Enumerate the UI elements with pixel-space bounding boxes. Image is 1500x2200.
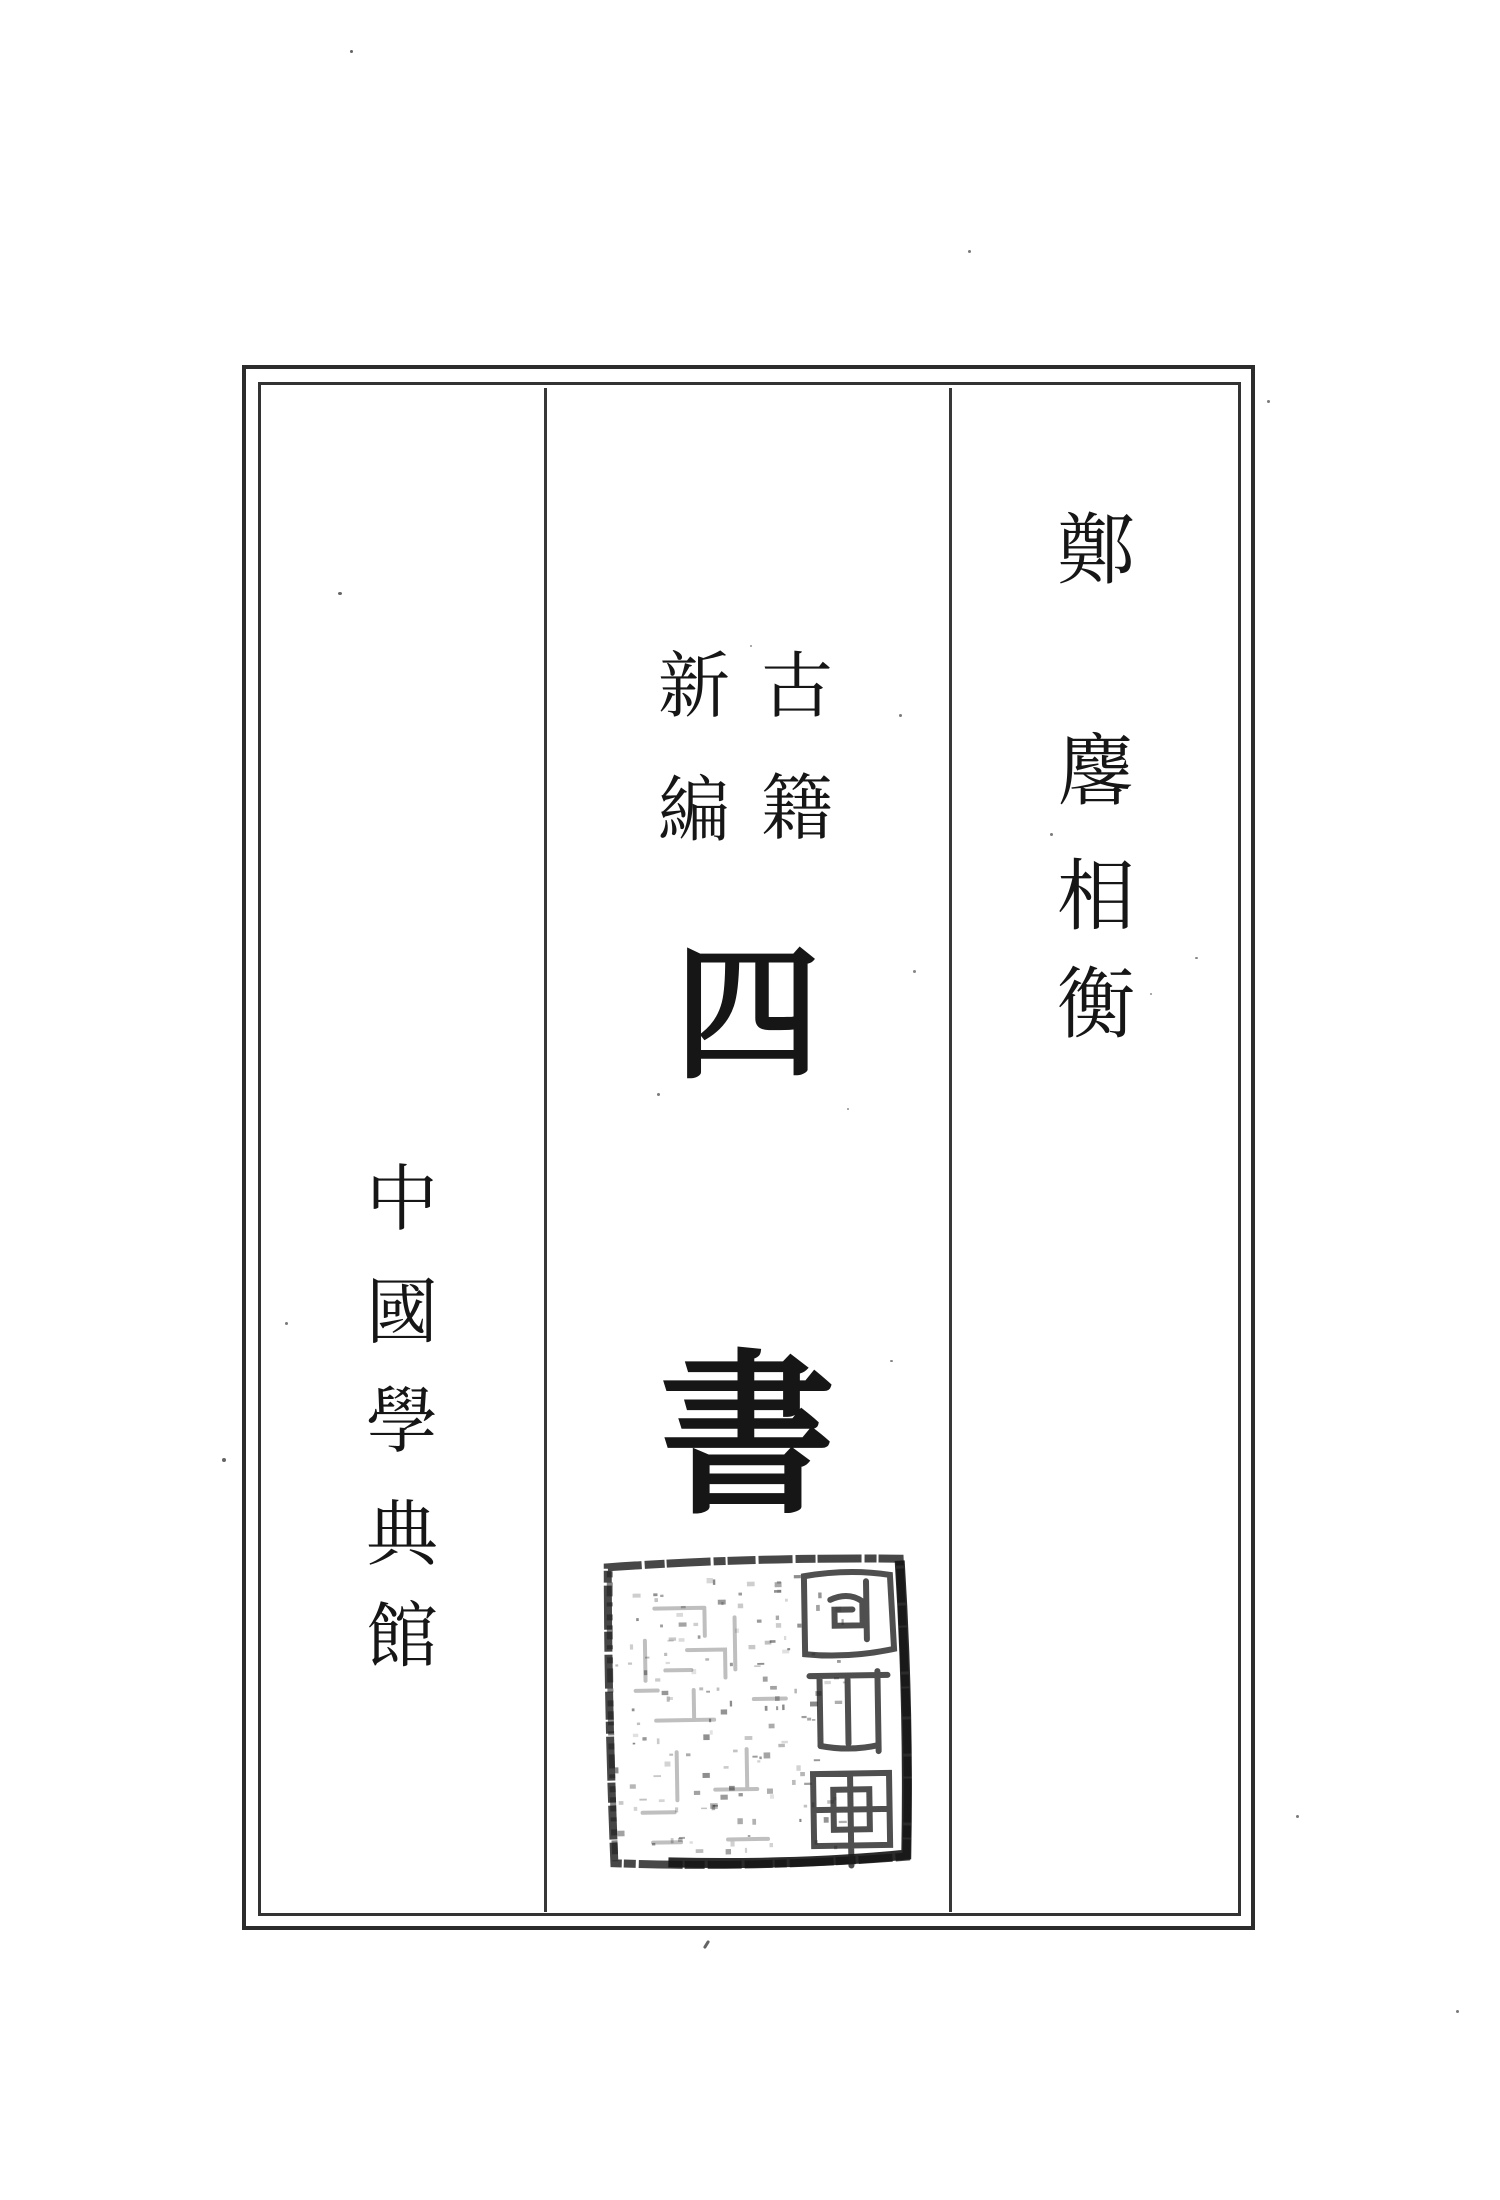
publisher-char: 中 bbox=[365, 1157, 438, 1241]
author-char: 相 bbox=[1056, 852, 1135, 942]
series-char: 古 bbox=[760, 644, 833, 728]
publisher-char: 典 bbox=[365, 1492, 438, 1576]
column-divider-right bbox=[949, 388, 952, 1912]
scan-speck bbox=[968, 250, 971, 253]
scan-speck bbox=[338, 592, 342, 595]
publisher-seal-stamp-icon bbox=[593, 1547, 918, 1874]
main-title-char: 四 bbox=[674, 929, 821, 1100]
scan-speck bbox=[899, 714, 902, 717]
scan-speck bbox=[703, 1940, 710, 1949]
scan-speck bbox=[1456, 2010, 1459, 2013]
publisher-char: 國 bbox=[365, 1270, 438, 1354]
series-char: 編 bbox=[657, 768, 730, 852]
author-char: 鄭 bbox=[1056, 506, 1135, 596]
scan-speck bbox=[222, 1458, 226, 1462]
column-divider-left bbox=[544, 388, 547, 1912]
author-char: 麐 bbox=[1056, 727, 1135, 817]
scan-speck bbox=[1296, 1815, 1299, 1818]
author-char: 衡 bbox=[1056, 960, 1135, 1050]
scan-speck bbox=[657, 1093, 660, 1096]
scan-speck bbox=[890, 1360, 893, 1362]
series-char: 籍 bbox=[760, 766, 833, 850]
scan-speck bbox=[1267, 400, 1270, 403]
scan-speck bbox=[1050, 833, 1053, 836]
scan-speck bbox=[1150, 993, 1152, 995]
scan-speck bbox=[1195, 957, 1198, 959]
scan-speck bbox=[913, 970, 916, 973]
scan-speck bbox=[350, 50, 353, 53]
scan-speck bbox=[750, 645, 752, 647]
main-title-char: 書 bbox=[659, 1332, 836, 1539]
scan-speck bbox=[847, 1108, 849, 1110]
series-char: 新 bbox=[657, 644, 730, 728]
scan-speck bbox=[285, 1322, 288, 1325]
publisher-char: 館 bbox=[365, 1594, 438, 1678]
publisher-char: 學 bbox=[365, 1379, 438, 1463]
